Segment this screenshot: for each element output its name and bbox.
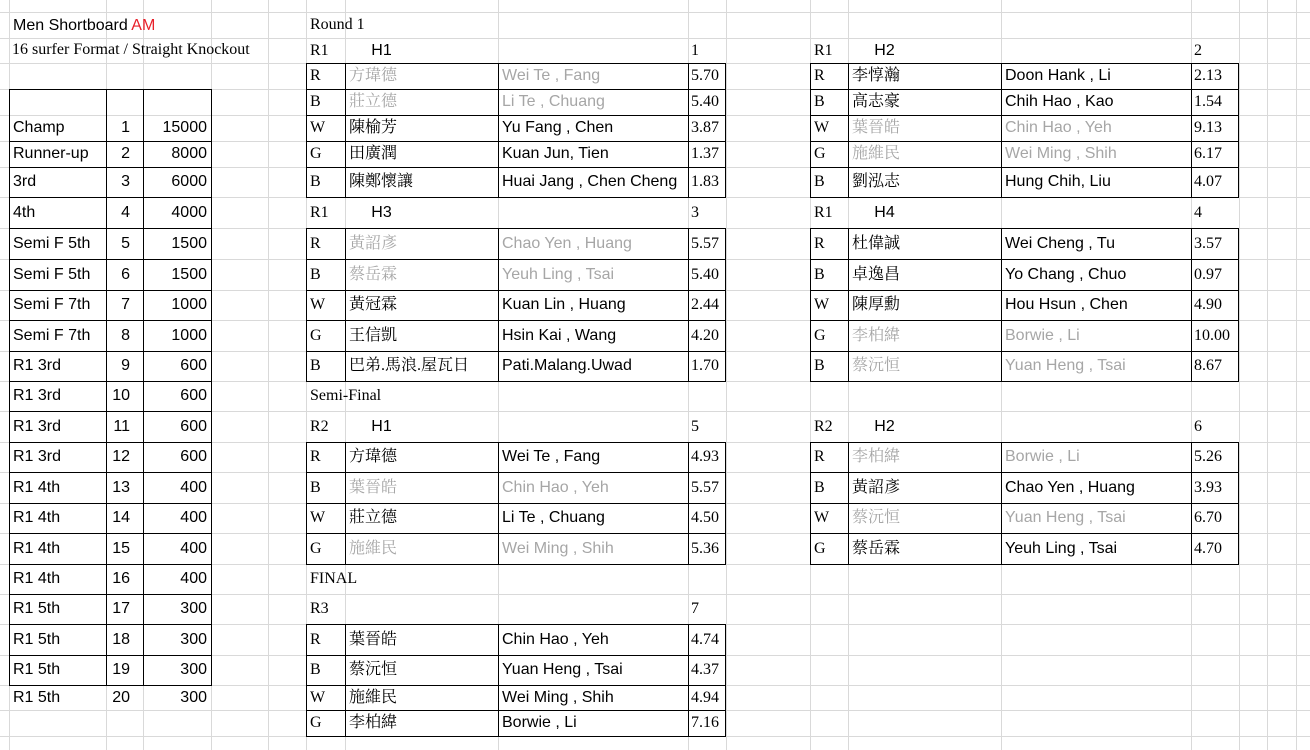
prize-rank: 1 xyxy=(121,119,130,136)
surfer-name-en: Chin Hao , Yeh xyxy=(1005,119,1112,136)
prize-place: R1 4th xyxy=(13,540,61,557)
prize-amount: 1000 xyxy=(171,327,207,344)
prize-rank: 6 xyxy=(121,266,130,283)
singlet-color: W xyxy=(814,119,830,136)
prize-rank: 2 xyxy=(121,145,130,162)
prize-place: R1 5th xyxy=(13,661,61,678)
surfer-name-zh: 陳厚勳 xyxy=(852,296,901,313)
heat-score: 3.93 xyxy=(1194,479,1222,496)
prize-place: 3rd xyxy=(13,173,37,190)
prize-amount: 400 xyxy=(180,540,207,557)
prize-rank: 16 xyxy=(112,570,130,587)
prize-place: R1 5th xyxy=(13,600,61,617)
prize-amount: 600 xyxy=(180,448,207,465)
singlet-color: W xyxy=(310,119,326,136)
prize-amount: 1000 xyxy=(171,296,207,313)
surfer-name-zh: 蔡沅恒 xyxy=(852,357,901,374)
prize-place: R1 5th xyxy=(13,631,61,648)
singlet-color: G xyxy=(310,145,322,162)
prize-place: R1 3rd xyxy=(13,357,62,374)
heat-score: 2.44 xyxy=(691,296,719,313)
prize-rank: 8 xyxy=(121,327,130,344)
prize-amount: 1500 xyxy=(171,266,207,283)
surfer-name-zh: 田廣潤 xyxy=(349,145,398,162)
surfer-name-zh: 黃詔彥 xyxy=(852,479,901,496)
heat-score: 9.13 xyxy=(1194,119,1222,136)
heat-score: 4.20 xyxy=(691,327,719,344)
surfer-name-zh: 葉晉皓 xyxy=(349,631,398,648)
sheet-title-am: AM xyxy=(131,17,156,34)
heat-round-label: R2 xyxy=(310,418,329,435)
prize-place: Semi F 7th xyxy=(13,296,91,313)
prize-amount: 1500 xyxy=(171,235,207,252)
surfer-name-zh: 陳榆芳 xyxy=(349,119,398,136)
surfer-name-en: Huai Jang , Chen Cheng xyxy=(502,173,678,190)
prize-place: R1 4th xyxy=(13,509,61,526)
singlet-color: B xyxy=(814,357,825,374)
heat-name: H2 xyxy=(874,42,895,59)
singlet-color: R xyxy=(310,448,321,465)
surfer-name-en: Chao Yen , Huang xyxy=(1005,479,1135,496)
heat-score: 4.94 xyxy=(691,689,719,706)
prize-rank: 3 xyxy=(121,173,130,190)
singlet-color: B xyxy=(310,173,321,190)
singlet-color: R xyxy=(310,67,321,84)
surfer-name-en: Yeuh Ling , Tsai xyxy=(502,266,615,283)
singlet-color: R xyxy=(310,235,321,252)
heat-score: 5.70 xyxy=(691,67,719,84)
prize-rank: 5 xyxy=(121,235,130,252)
surfer-name-en: Wei Ming , Shih xyxy=(1005,145,1117,162)
prize-amount: 400 xyxy=(180,509,207,526)
heat-number: 4 xyxy=(1194,204,1202,221)
heat-round-label: R3 xyxy=(310,600,329,617)
surfer-name-en: Pati.Malang.Uwad xyxy=(502,357,632,374)
heat-score: 8.67 xyxy=(1194,357,1222,374)
prize-amount: 15000 xyxy=(162,119,207,136)
singlet-color: G xyxy=(814,145,826,162)
singlet-color: B xyxy=(310,93,321,110)
heat-number: 5 xyxy=(691,418,699,435)
prize-rank: 20 xyxy=(112,689,130,706)
section-round-1: Round 1 xyxy=(310,16,365,33)
heat-score: 5.26 xyxy=(1194,448,1222,465)
prize-place: Champ xyxy=(13,119,65,136)
heat-name: H2 xyxy=(874,418,895,435)
singlet-color: R xyxy=(814,67,825,84)
surfer-name-zh: 方瑋德 xyxy=(349,448,398,465)
heat-number: 2 xyxy=(1194,42,1202,59)
prize-place: R1 3rd xyxy=(13,418,62,435)
surfer-name-en: Kuan Jun, Tien xyxy=(502,145,609,162)
heat-score: 4.93 xyxy=(691,448,719,465)
singlet-color: W xyxy=(310,509,326,526)
prize-amount: 8000 xyxy=(171,145,207,162)
prize-amount: 600 xyxy=(180,418,207,435)
singlet-color: R xyxy=(310,631,321,648)
heat-score: 5.36 xyxy=(691,540,719,557)
surfer-name-en: Chin Hao , Yeh xyxy=(502,479,609,496)
prize-place: R1 5th xyxy=(13,689,61,706)
prize-rank: 12 xyxy=(112,448,130,465)
singlet-color: B xyxy=(814,266,825,283)
prize-rank: 18 xyxy=(112,631,130,648)
surfer-name-zh: 陳鄭懷讓 xyxy=(349,173,414,190)
surfer-name-zh: 李柏緯 xyxy=(852,327,901,344)
surfer-name-zh: 莊立德 xyxy=(349,93,398,110)
singlet-color: B xyxy=(310,479,321,496)
heat-score: 5.57 xyxy=(691,479,719,496)
heat-name: H4 xyxy=(874,204,895,221)
prize-rank: 7 xyxy=(121,296,130,313)
surfer-name-en: Chin Hao , Yeh xyxy=(502,631,609,648)
heat-name: H1 xyxy=(371,418,392,435)
heat-number: 3 xyxy=(691,204,699,221)
surfer-name-en: Yuan Heng , Tsai xyxy=(1005,509,1126,526)
heat-score: 5.57 xyxy=(691,235,719,252)
prize-place: Runner-up xyxy=(13,145,89,162)
heat-number: 6 xyxy=(1194,418,1202,435)
heat-number: 7 xyxy=(691,600,699,617)
surfer-name-en: Wei Ming , Shih xyxy=(502,689,614,706)
surfer-name-en: Hou Hsun , Chen xyxy=(1005,296,1128,313)
singlet-color: G xyxy=(814,540,826,557)
surfer-name-zh: 巴弟.馬浪.屋瓦日 xyxy=(349,357,470,374)
singlet-color: W xyxy=(310,296,326,313)
heat-round-label: R1 xyxy=(814,204,833,221)
surfer-name-en: Wei Cheng , Tu xyxy=(1005,235,1115,252)
singlet-color: G xyxy=(310,540,322,557)
heat-score: 5.40 xyxy=(691,93,719,110)
surfer-name-en: Hsin Kai , Wang xyxy=(502,327,617,344)
prize-rank: 9 xyxy=(121,357,130,374)
surfer-name-zh: 王信凱 xyxy=(349,327,398,344)
surfer-name-zh: 施維民 xyxy=(349,689,398,706)
heat-name: H3 xyxy=(371,204,392,221)
heat-score: 3.87 xyxy=(691,119,719,136)
surfer-name-zh: 葉晉皓 xyxy=(852,119,901,136)
heat-score: 0.97 xyxy=(1194,266,1222,283)
surfer-name-zh: 黃詔彥 xyxy=(349,235,398,252)
prize-amount: 300 xyxy=(180,600,207,617)
heat-score: 10.00 xyxy=(1194,327,1230,344)
heat-score: 4.74 xyxy=(691,631,719,648)
prize-amount: 400 xyxy=(180,479,207,496)
prize-amount: 300 xyxy=(180,689,207,706)
singlet-color: G xyxy=(310,714,322,731)
section-final: FINAL xyxy=(310,570,358,587)
surfer-name-en: Chao Yen , Huang xyxy=(502,235,632,252)
prize-place: Semi F 5th xyxy=(13,235,91,252)
prize-place: 4th xyxy=(13,204,36,221)
surfer-name-en: Borwie , Li xyxy=(1005,327,1080,344)
prize-amount: 300 xyxy=(180,631,207,648)
prize-rank: 15 xyxy=(112,540,130,557)
surfer-name-zh: 葉晉皓 xyxy=(349,479,398,496)
surfer-name-en: Li Te , Chuang xyxy=(502,509,605,526)
surfer-name-en: Chih Hao , Kao xyxy=(1005,93,1114,110)
surfer-name-en: Yuan Heng , Tsai xyxy=(502,661,623,678)
prize-rank: 17 xyxy=(112,600,130,617)
heat-score: 1.37 xyxy=(691,145,719,162)
singlet-color: W xyxy=(310,689,326,706)
surfer-name-zh: 卓逸昌 xyxy=(852,266,901,283)
singlet-color: W xyxy=(814,509,830,526)
heat-score: 5.40 xyxy=(691,266,719,283)
singlet-color: B xyxy=(310,661,321,678)
surfer-name-en: Doon Hank , Li xyxy=(1005,67,1111,84)
surfer-name-zh: 蔡沅恒 xyxy=(349,661,398,678)
singlet-color: B xyxy=(310,266,321,283)
heat-score: 6.17 xyxy=(1194,145,1222,162)
surfer-name-zh: 莊立德 xyxy=(349,509,398,526)
heat-number: 1 xyxy=(691,42,699,59)
heat-score: 4.90 xyxy=(1194,296,1222,313)
heat-round-label: R2 xyxy=(814,418,833,435)
prize-rank: 19 xyxy=(112,661,130,678)
prize-amount: 600 xyxy=(180,387,207,404)
singlet-color: B xyxy=(814,479,825,496)
surfer-name-zh: 蔡岳霖 xyxy=(349,266,398,283)
section-semi-final: Semi-Final xyxy=(310,387,382,404)
heat-score: 4.70 xyxy=(1194,540,1222,557)
prize-rank: 4 xyxy=(121,204,130,221)
prize-place: R1 4th xyxy=(13,479,61,496)
heat-name: H1 xyxy=(371,42,392,59)
heat-score: 1.83 xyxy=(691,173,719,190)
surfer-name-zh: 施維民 xyxy=(852,145,901,162)
surfer-name-zh: 高志豪 xyxy=(852,93,901,110)
heat-score: 3.57 xyxy=(1194,235,1222,252)
surfer-name-en: Borwie , Li xyxy=(502,714,577,731)
surfer-name-zh: 施維民 xyxy=(349,540,398,557)
surfer-name-en: Kuan Lin , Huang xyxy=(502,296,626,313)
surfer-name-zh: 黃冠霖 xyxy=(349,296,398,313)
heat-score: 7.16 xyxy=(691,714,719,731)
prize-amount: 6000 xyxy=(171,173,207,190)
prize-place: R1 3rd xyxy=(13,448,62,465)
surfer-name-zh: 劉泓志 xyxy=(852,173,901,190)
singlet-color: R xyxy=(814,235,825,252)
heat-score: 1.70 xyxy=(691,357,719,374)
prize-place: Semi F 7th xyxy=(13,327,91,344)
prize-amount: 300 xyxy=(180,661,207,678)
surfer-name-en: Yeuh Ling , Tsai xyxy=(1005,540,1118,557)
singlet-color: G xyxy=(310,327,322,344)
heat-round-label: R1 xyxy=(814,42,833,59)
prize-rank: 13 xyxy=(112,479,130,496)
prize-amount: 400 xyxy=(180,570,207,587)
heat-score: 1.54 xyxy=(1194,93,1222,110)
surfer-name-en: Yuan Heng , Tsai xyxy=(1005,357,1126,374)
surfer-name-zh: 李柏緯 xyxy=(349,714,398,731)
surfer-name-zh: 李柏緯 xyxy=(852,448,901,465)
singlet-color: R xyxy=(814,448,825,465)
heat-score: 4.37 xyxy=(691,661,719,678)
surfer-name-zh: 蔡沅恒 xyxy=(852,509,901,526)
heat-round-label: R1 xyxy=(310,204,329,221)
singlet-color: G xyxy=(814,327,826,344)
surfer-name-en: Hung Chih, Liu xyxy=(1005,173,1111,190)
prize-place: R1 4th xyxy=(13,570,61,587)
prize-rank: 10 xyxy=(112,387,130,404)
prize-amount: 4000 xyxy=(171,204,207,221)
heat-score: 4.07 xyxy=(1194,173,1222,190)
prize-place: Semi F 5th xyxy=(13,266,91,283)
surfer-name-zh: 蔡岳霖 xyxy=(852,540,901,557)
prize-place: R1 3rd xyxy=(13,387,62,404)
prize-rank: 11 xyxy=(113,418,130,435)
surfer-name-en: Wei Ming , Shih xyxy=(502,540,614,557)
heat-score: 2.13 xyxy=(1194,67,1222,84)
singlet-color: B xyxy=(310,357,321,374)
singlet-color: B xyxy=(814,93,825,110)
surfer-name-zh: 李惇瀚 xyxy=(852,67,901,84)
surfer-name-en: Yu Fang , Chen xyxy=(502,119,614,136)
prize-amount: 600 xyxy=(180,357,207,374)
heat-score: 6.70 xyxy=(1194,509,1222,526)
surfer-name-zh: 方瑋德 xyxy=(349,67,398,84)
surfer-name-en: Yo Chang , Chuo xyxy=(1005,266,1127,283)
surfer-name-en: Wei Te , Fang xyxy=(502,448,601,465)
heat-score: 4.50 xyxy=(691,509,719,526)
surfer-name-en: Li Te , Chuang xyxy=(502,93,605,110)
heat-round-label: R1 xyxy=(310,42,329,59)
sheet-title: Men Shortboard AM xyxy=(13,17,156,34)
format-subtitle: 16 surfer Format / Straight Knockout xyxy=(12,41,250,58)
surfer-name-en: Wei Te , Fang xyxy=(502,67,601,84)
prize-rank: 14 xyxy=(112,509,130,526)
singlet-color: W xyxy=(814,296,830,313)
singlet-color: B xyxy=(814,173,825,190)
surfer-name-zh: 杜偉誠 xyxy=(852,235,901,252)
surfer-name-en: Borwie , Li xyxy=(1005,448,1080,465)
